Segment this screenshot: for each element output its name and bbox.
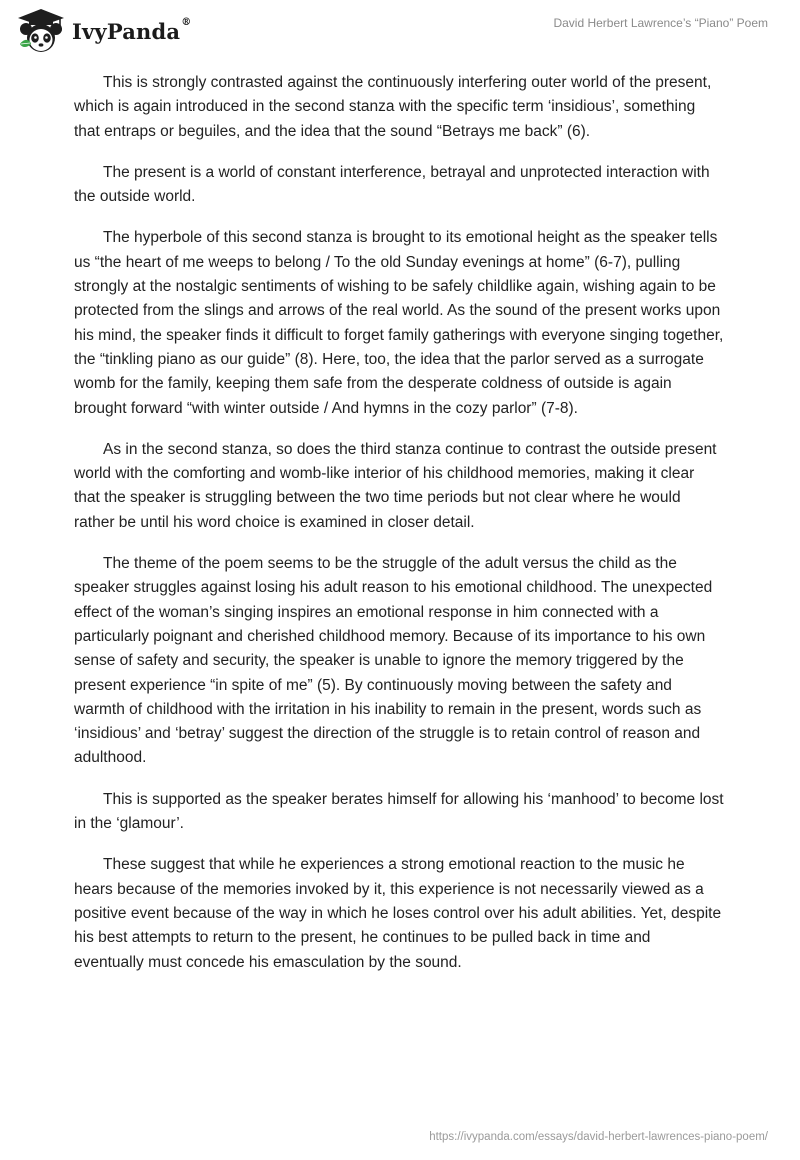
- source-url[interactable]: https://ivypanda.com/essays/david-herbert-lawrences-piano-poem/: [429, 1131, 768, 1143]
- page-header: [0, 0, 800, 60]
- logo-text: IvyPanda®: [72, 16, 192, 44]
- panda-graduate-icon: [14, 8, 68, 54]
- paragraph: This is strongly contrasted against the continuously interfering outer world of the present, which is again introduced in the second stanza with the specific term ‘insidious’, something that entraps or beguiles, and the idea that the sound “Betrays me back” (6).: [74, 74, 712, 140]
- paragraph: This is supported as the speaker berates himself for allowing his ‘manhood’ to become lost in the ‘glamour’.: [74, 790, 724, 833]
- document-title: David Herbert Lawrence’s “Piano” Poem: [553, 16, 768, 30]
- paragraph: The theme of the poem seems to be the struggle of the adult versus the child as the speaker struggles against losing his adult reason to his emotional childhood. The unexpected effect of the woman’s singing inspires an emotional response in him connected with a particularly poignant and cherished childhood memory. Because of its importance to his own sense of safety and security, the speaker is unable to ignore the memory triggered by the present experience “in spite of me” (5). By continuously moving between the safety and warmth of childhood with the irritation in his inability to remain in the present, words such as ‘insidious’ and ‘betray’ suggest the direction of the struggle is to retain control of reason and adulthood.: [74, 555, 713, 767]
- paragraph: These suggest that while he experiences a strong emotional reaction to the music he hears because of the memories invoked by it, this experience is not necessarily viewed as a positive event because of the way in which he loses control over his adult abilities. Yet, despite his best attempts to return to the present, he continues to be pulled back in time and eventually must concede his emasculation by the sound.: [74, 856, 722, 971]
- paragraph: As in the second stanza, so does the third stanza continue to contrast the outside present world with the comforting and womb-like interior of his childhood memories, making it clear that the speaker is struggling between the two time periods but not clear where he would rather be until his word choice is examined in closer detail.: [74, 440, 717, 531]
- paragraph: The hyperbole of this second stanza is brought to its emotional height as the speaker tells us “the heart of me weeps to belong / To the old Sunday evenings at home” (6-7), pulling strongly at the nostalgic sentiments of wishing to be safely childlike again, wishing again to be protected from the slings and arrows of the real world. As the sound of the present works upon his mind, the speaker finds it difficult to forget family gatherings with everyone singing together, the “tinkling piano as our guide” (8). Here, too, the idea that the parlor served as a surrogate womb for the family, keeping them safe from the desperate coldness of outside is again brought forward “with winter outside / And hymns in the cozy parlor” (7-8).: [74, 229, 724, 417]
- ivypanda-logo[interactable]: [14, 8, 191, 54]
- essay-body: [74, 71, 724, 992]
- paragraph: The present is a world of constant interference, betrayal and unprotected interaction with the outside world.: [74, 163, 710, 206]
